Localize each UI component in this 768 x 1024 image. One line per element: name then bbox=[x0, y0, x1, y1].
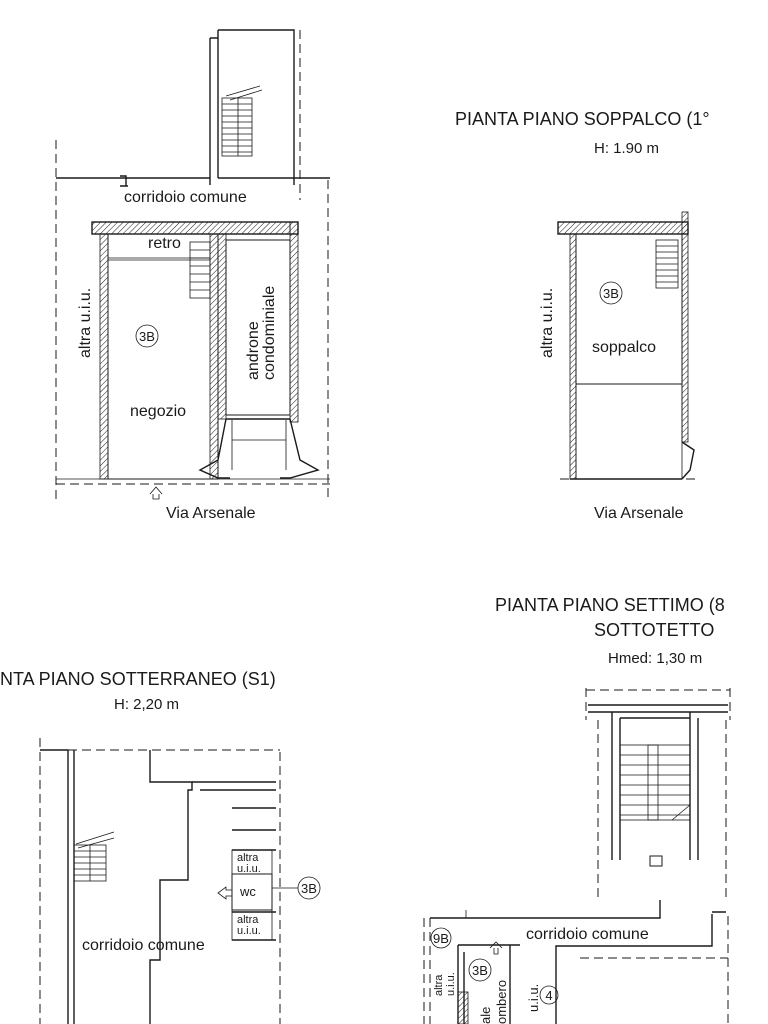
label-altra-uiu-right: altra u.i.u. bbox=[539, 287, 556, 358]
label-via-arsenale-left: Via Arsenale bbox=[166, 505, 256, 522]
label-uiu-2: u.i.u. bbox=[237, 925, 261, 937]
svg-text:3B: 3B bbox=[472, 963, 488, 978]
label-via-arsenale-right: Via Arsenale bbox=[594, 505, 684, 522]
label-altra-uiu-left: altra u.i.u. bbox=[77, 287, 94, 358]
stair-mezzanine bbox=[656, 240, 678, 288]
label-uiu-1: u.i.u. bbox=[237, 863, 261, 875]
label-uiu-attic: u.i.u. bbox=[445, 972, 457, 996]
stair-attic bbox=[620, 745, 690, 820]
label-retro: retro bbox=[148, 235, 181, 252]
label-corridoio-comune-attic: corridoio comune bbox=[526, 926, 649, 943]
label-altra-1: altra bbox=[237, 852, 259, 864]
label-corridoio-comune: corridoio comune bbox=[124, 189, 247, 206]
label-ale-fragment: ale bbox=[478, 1006, 493, 1024]
svg-text:3B: 3B bbox=[301, 881, 317, 896]
stair-basement bbox=[74, 832, 114, 881]
label-ombero-fragment: ombero bbox=[494, 979, 509, 1024]
height-attic: Hmed: 1,30 m bbox=[608, 650, 703, 667]
svg-text:3B: 3B bbox=[603, 286, 619, 301]
label-wc: wc bbox=[240, 884, 256, 899]
plan-basement bbox=[0, 669, 320, 1024]
plan-ground-floor bbox=[56, 30, 330, 522]
label-altra-2: altra bbox=[237, 914, 259, 926]
label-altra-attic: altra bbox=[433, 974, 445, 996]
svg-text:3B: 3B bbox=[139, 329, 155, 344]
plan-attic bbox=[424, 595, 730, 1024]
plan-mezzanine bbox=[455, 109, 710, 522]
title-basement: NTA PIANO SOTTERRANEO (S1) bbox=[0, 669, 276, 689]
svg-text:9B: 9B bbox=[433, 931, 449, 946]
label-negozio: negozio bbox=[130, 403, 187, 420]
label-soppalco: soppalco bbox=[592, 339, 657, 356]
height-basement: H: 2,20 m bbox=[114, 696, 180, 713]
title-mezzanine: PIANTA PIANO SOPPALCO (1° bbox=[455, 109, 710, 129]
label-androne: androne bbox=[245, 321, 262, 380]
stair-retro bbox=[190, 242, 210, 298]
unit-tag-3b-basement bbox=[298, 877, 320, 899]
label-uiu-right-attic: u.i.u. bbox=[526, 983, 541, 1012]
title-attic-line1: PIANTA PIANO SETTIMO (8 bbox=[495, 595, 725, 615]
stair-ground bbox=[222, 86, 262, 156]
unit-tag-3b-ground bbox=[136, 325, 158, 347]
label-condominiale: condominiale bbox=[261, 285, 278, 380]
label-corridoio-comune-basement: corridoio comune bbox=[82, 937, 205, 954]
svg-text:4: 4 bbox=[545, 988, 553, 1003]
title-attic-line2: SOTTOTETTO bbox=[594, 620, 715, 640]
unit-tag-3b-mezzanine bbox=[600, 282, 622, 304]
unit-tag-9b bbox=[431, 928, 451, 948]
unit-tag-3b-attic bbox=[469, 959, 491, 981]
height-mezzanine: H: 1.90 m bbox=[594, 140, 660, 157]
